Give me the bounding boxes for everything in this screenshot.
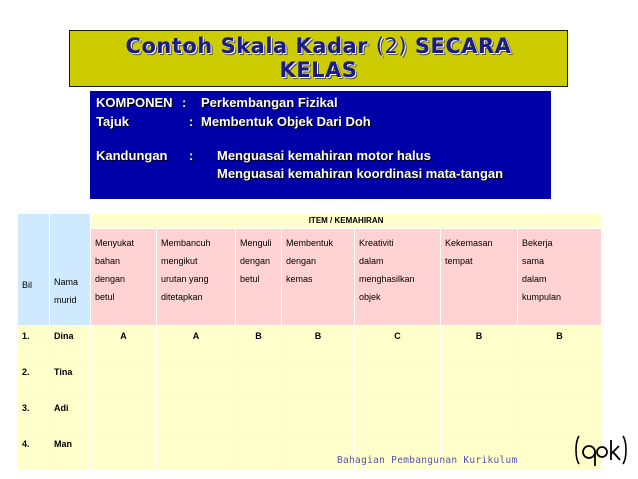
info-colon: : — [189, 148, 194, 163]
grade-cell[interactable] — [91, 362, 157, 398]
grade-cell[interactable]: A — [157, 326, 236, 362]
grade-cell[interactable] — [236, 362, 282, 398]
table-row — [18, 362, 602, 398]
info-value-kandungan-1: Menguasai kemahiran motor halus — [217, 148, 431, 163]
info-colon: : — [189, 114, 194, 129]
info-label-kandungan: Kandungan — [96, 148, 168, 163]
grade-cell[interactable] — [236, 434, 282, 470]
student-name: Adi — [50, 398, 91, 434]
title-text-b: (2) — [375, 34, 408, 58]
grade-cell[interactable] — [157, 434, 236, 470]
nama-header-cell — [50, 214, 91, 326]
rating-scale-table — [17, 213, 601, 454]
grade-cell[interactable]: B — [441, 326, 518, 362]
student-name: Dina — [50, 326, 91, 362]
item-header-7: Bekerja sama dalam kumpulan — [518, 229, 602, 326]
info-value-tajuk: Membentuk Objek Dari Doh — [201, 114, 371, 129]
bil-header: Bil — [22, 280, 33, 290]
row-number: 4. — [18, 434, 50, 470]
title-text-c: SECARA — [414, 34, 512, 58]
bil-header-cell — [18, 214, 50, 326]
item-group-header: ITEM / KEMAHIRAN — [91, 214, 602, 229]
info-label-tajuk: Tajuk — [96, 114, 129, 129]
grade-cell[interactable] — [441, 398, 518, 434]
row-number: 2. — [18, 362, 50, 398]
grade-cell[interactable] — [282, 362, 355, 398]
title-line-2: KELAS — [279, 58, 358, 82]
slide-title — [69, 30, 568, 87]
table-row — [18, 398, 602, 434]
title-line-1 — [70, 34, 567, 58]
grade-cell[interactable] — [355, 398, 441, 434]
row-number: 1. — [18, 326, 50, 362]
student-name: Tina — [50, 362, 91, 398]
grade-cell[interactable]: A — [91, 326, 157, 362]
grade-cell[interactable]: C — [355, 326, 441, 362]
item-header-5: Kreativiti dalam menghasilkan objek — [355, 229, 441, 326]
grade-cell[interactable] — [91, 434, 157, 470]
info-value-kandungan-2: Menguasai kemahiran koordinasi mata-tangan — [217, 166, 504, 181]
component-info-box — [90, 91, 551, 199]
grade-cell[interactable]: B — [518, 326, 602, 362]
student-name: Man — [50, 434, 91, 470]
grade-cell[interactable]: B — [282, 326, 355, 362]
footer-credit: Bahagian Pembangunan Kurikulum — [337, 455, 518, 466]
grade-cell[interactable] — [157, 398, 236, 434]
bpk-logo-icon — [573, 428, 629, 472]
nama-header-1: Nama — [54, 277, 79, 287]
item-header-1: Menyukat bahan dengan betul — [91, 229, 157, 326]
grade-cell[interactable] — [91, 398, 157, 434]
info-colon: : — [182, 95, 187, 110]
row-number: 3. — [18, 398, 50, 434]
grade-cell[interactable] — [236, 398, 282, 434]
grade-cell[interactable] — [441, 362, 518, 398]
grade-cell[interactable] — [355, 362, 441, 398]
grade-cell[interactable]: B — [236, 326, 282, 362]
grade-cell[interactable] — [157, 362, 236, 398]
info-label-komponen: KOMPONEN — [96, 95, 173, 110]
info-value-komponen: Perkembangan Fizikal — [201, 95, 338, 110]
grade-cell[interactable] — [518, 362, 602, 398]
table-row — [18, 326, 602, 362]
item-header-2: Membancuh mengikut urutan yang ditetapkan — [157, 229, 236, 326]
item-header-6: Kekemasan tempat — [441, 229, 518, 326]
item-header-4: Membentuk dengan kemas — [282, 229, 355, 326]
nama-header-2: murid — [54, 295, 77, 305]
item-header-3: Menguli dengan betul — [236, 229, 282, 326]
grade-cell[interactable] — [282, 398, 355, 434]
title-text-a: Contoh Skala Kadar — [125, 34, 369, 58]
